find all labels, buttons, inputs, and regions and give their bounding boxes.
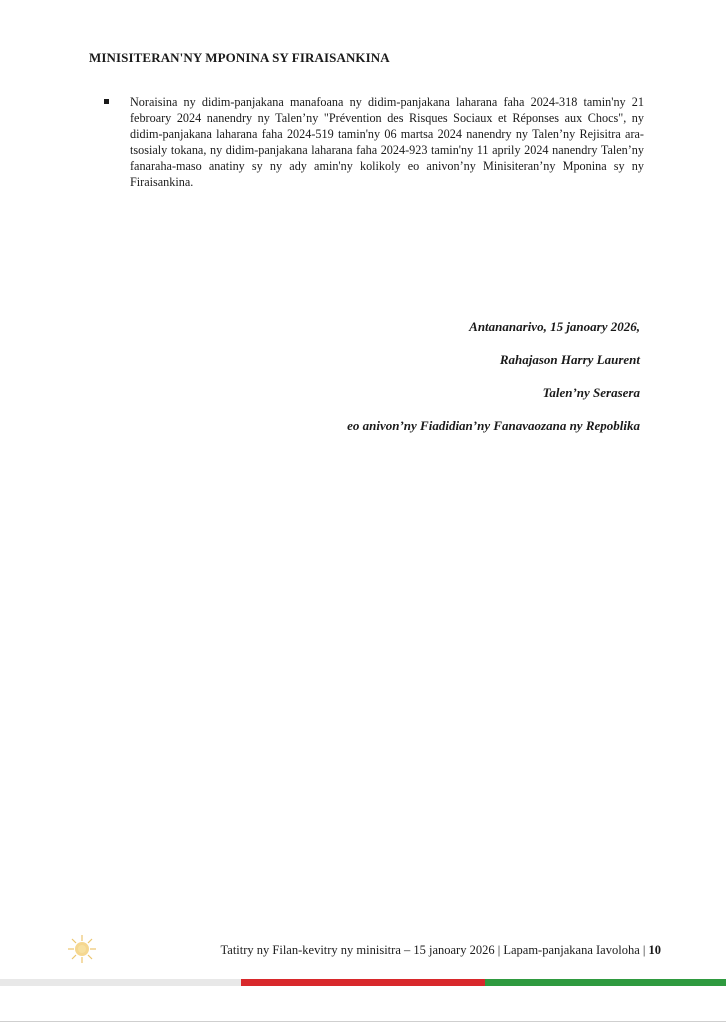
page-number: 10: [648, 943, 661, 957]
flag-stripe-green: [485, 979, 726, 986]
list-item-text: Noraisina ny didim-panjakana manafoana ny didim-panjakana laharana faha 2024-318 tamin'ny 21 febroary 2024 nanendry ny Talen’ny "Prévention des Risques Sociaux et Réponses aux Chocs", ny didim-panjakana laharana faha 2024-519 tamin'ny 06 martsa 2024 nanendry ny Talen’ny Rejisitra ara-tsosialy tokana, ny didim-panjakana laharana faha 2024-923 tamin'ny 11 aprily 2024 nanendry Talen’ny fanaraha-maso anatiny sy ny ady amin'ny kolikoly eo anivon’ny Minisiteran’ny Mponina sy ny Firaisankina.: [130, 95, 644, 190]
sun-emblem-icon: [66, 933, 98, 965]
flag-stripe-white: [0, 979, 241, 986]
place-date: Antananarivo, 15 janoary 2026,: [469, 319, 640, 334]
square-bullet-icon: [104, 99, 109, 104]
bottom-divider: [0, 1021, 726, 1022]
section-heading: MINISITERAN'NY MPONINA SY FIRAISANKINA: [89, 50, 390, 65]
footer-caption: [221, 943, 661, 958]
list-item: [104, 94, 644, 191]
footer-text: Tatitry ny Filan-kevitry ny minisitra – 15 janoary 2026 | Lapam-panjakana Iavoloha |: [220, 943, 649, 957]
signatory-office: eo anivon’ny Fiadidian’ny Fanavaozana ny Repoblika: [347, 418, 640, 433]
signatory-role: Talen’ny Serasera: [542, 385, 640, 400]
signatory-name: Rahajason Harry Laurent: [499, 352, 640, 367]
signature-block: [347, 310, 640, 442]
flag-stripe-red: [241, 979, 485, 986]
